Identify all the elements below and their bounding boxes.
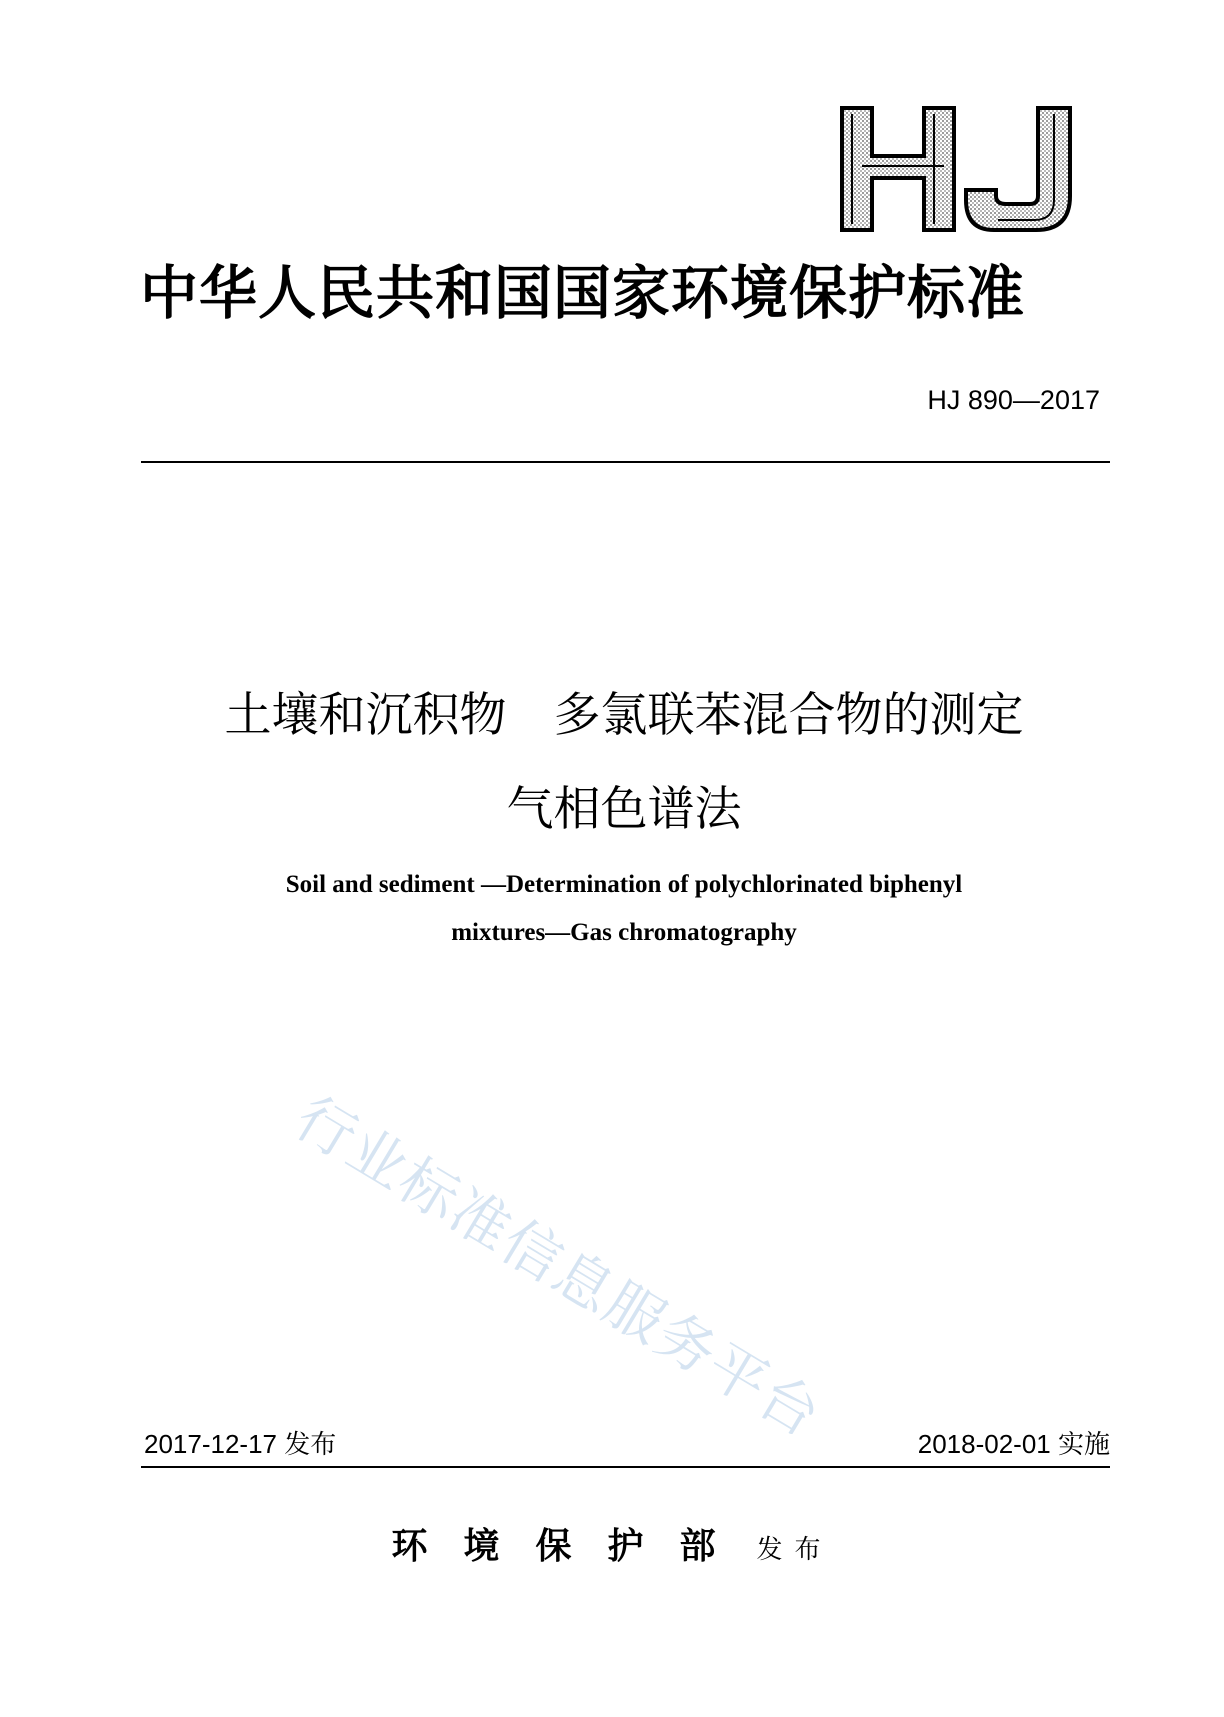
publisher-action: 发布 — [756, 1535, 833, 1565]
standard-number: HJ 890—2017 — [927, 385, 1100, 415]
effective-date: 2018-02-01 实施 — [917, 1429, 1110, 1459]
logo-letter-h — [842, 108, 954, 230]
english-title-line-1: Soil and sediment —Determination of polychlorinated biphenyl — [285, 871, 963, 898]
issue-date: 2017-12-17 发布 — [144, 1429, 337, 1459]
logo-letter-j — [966, 108, 1070, 230]
top-divider — [141, 461, 1110, 463]
english-title-line-2: mixtures—Gas chromatography — [451, 919, 797, 946]
watermark-text: 行业标准信息服务平台 — [284, 1083, 834, 1451]
hj-logo — [838, 104, 1078, 234]
publisher-org: 环境保护部 — [391, 1525, 752, 1567]
standard-series-title: 中华人民共和国国家环境保护标准 — [140, 259, 1026, 327]
chinese-title-line-1: 土壤和沉积物 多氯联苯混合物的测定 — [224, 688, 1024, 743]
chinese-title-line-2: 气相色谱法 — [506, 782, 742, 837]
bottom-divider — [141, 1466, 1110, 1468]
publisher-line — [0, 1518, 1224, 1569]
